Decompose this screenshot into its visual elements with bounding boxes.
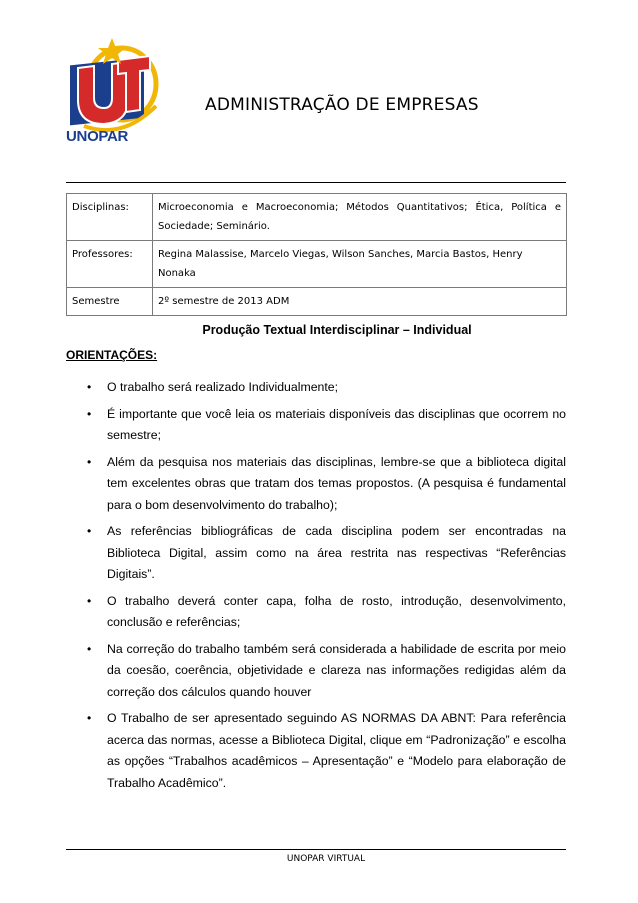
footer-text: UNOPAR VIRTUAL [286, 854, 366, 864]
row-value: 2º semestre de 2013 ADM [153, 288, 567, 316]
bullet-icon: • [87, 641, 92, 656]
list-item [66, 377, 566, 399]
list-item [66, 591, 566, 634]
list-item [66, 639, 566, 704]
section-heading: ORIENTAÇÕES: [66, 348, 158, 362]
logo-wordmark: UNOPAR [66, 128, 129, 145]
bullet-icon: • [87, 524, 92, 538]
guidelines-list [66, 377, 566, 799]
list-item-text: Além da pesquisa nos materiais das disciplinas, lembre-se que a biblioteca digital tem excelentes obras que tratam dos temas propostos. (A pesquisa é fundamental para o bom desenvolvimento do trabalho); [107, 454, 566, 512]
row-label: Disciplinas: [67, 194, 153, 241]
row-value: Regina Malassise, Marcelo Viegas, Wilson Sanches, Marcia Bastos, Henry Nonaka [153, 241, 567, 288]
list-item [66, 404, 566, 447]
list-item-text: É importante que você leia os materiais disponíveis das disciplinas que ocorrem no semestre; [107, 406, 566, 442]
table-row [67, 241, 567, 288]
course-info-table [66, 193, 567, 316]
table-row [67, 194, 567, 241]
table-row [67, 288, 567, 316]
row-label: Semestre [67, 288, 153, 316]
list-item [66, 708, 566, 794]
list-item-text: O trabalho será realizado Individualmente; [107, 380, 339, 394]
header-divider [66, 182, 566, 183]
list-item-text: As referências bibliográficas de cada disciplina podem ser encontradas na Biblioteca Digital, assim como na área restrita nas respectivas “Referências Digitais”. [107, 524, 566, 581]
list-item [66, 452, 566, 517]
bullet-icon: • [87, 380, 92, 394]
list-item-text: Na correção do trabalho também será considerada a habilidade de escrita por meio da coesão, coerência, objetividade e clareza nas informações redigidas além da correção dos cálculos quando houver [107, 641, 566, 699]
list-item-text: O Trabalho de ser apresentado seguindo AS NORMAS DA ABNT: Para referência acerca das normas, acesse a Biblioteca Digital, clique em “Padronização” e escolha as opções “Trabalhos acadêmicos – Apresentação” e “Modelo para elaboração de Trabalho Acadêmico”. [107, 711, 566, 790]
list-item [66, 521, 566, 586]
row-label: Professores: [67, 241, 153, 288]
document-title: Produção Textual Interdisciplinar – Individual [202, 323, 472, 337]
page-title: ADMINISTRAÇÃO DE EMPRESAS [205, 95, 479, 115]
row-value: Microeconomia e Macroeconomia; Métodos Quantitativos; Ética, Política e Sociedade; Seminário. [153, 194, 567, 241]
bullet-icon: • [87, 454, 92, 469]
footer-divider [66, 849, 566, 850]
bullet-icon: • [87, 406, 92, 421]
list-item-text: O trabalho deverá conter capa, folha de rosto, introdução, desenvolvimento, conclusão e referências; [107, 593, 566, 629]
bullet-icon: • [87, 593, 92, 608]
bullet-icon: • [87, 711, 92, 725]
